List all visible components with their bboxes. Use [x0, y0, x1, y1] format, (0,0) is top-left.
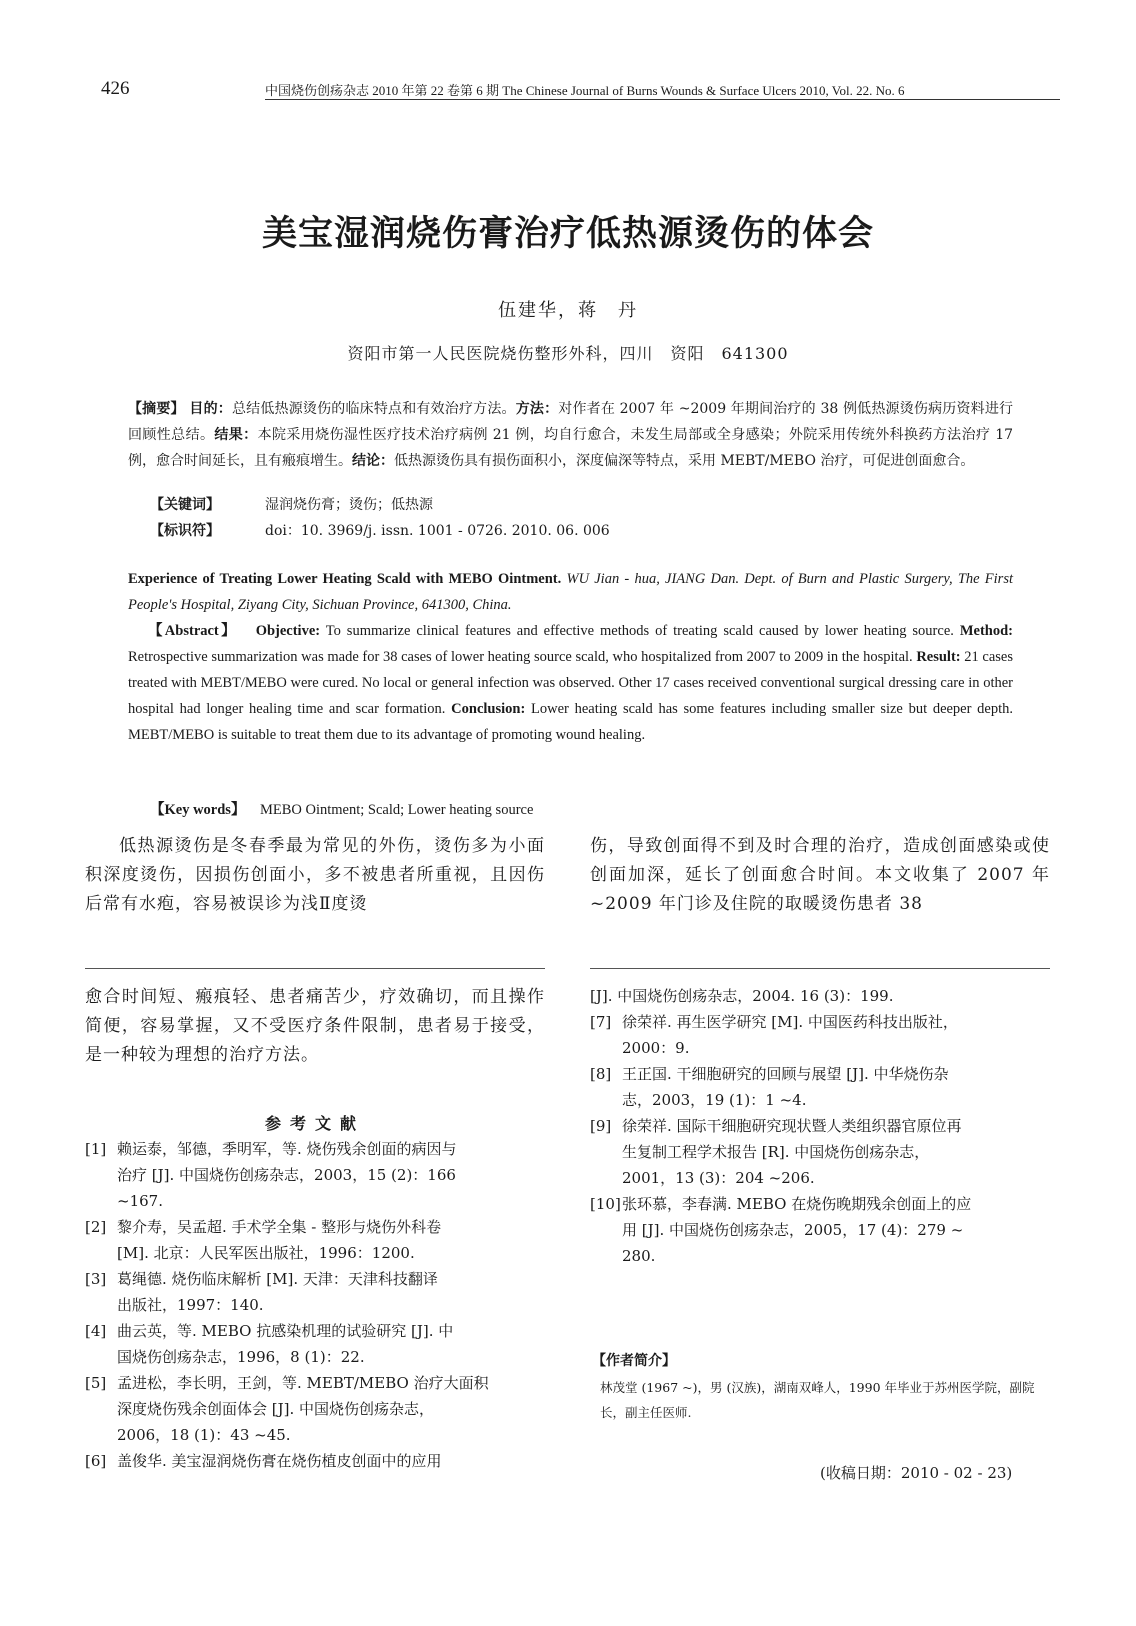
abstract-en — [128, 618, 1013, 748]
abstract-cn-result: 本院采用烧伤湿性医疗技术治疗病例 21 例，均自行愈合，未发生局部或全身感染；外院采用传统外科换药方法治疗 17 例，愈合时间延长，且有瘢痕增生。 — [128, 427, 1014, 469]
intro-paragraph-right: 伤，导致创面得不到及时合理的治疗，造成创面感染或使创面加深，延长了创面愈合时间。本文收集了 2007 年 ~2009 年门诊及住院的取暖烫伤患者 38 — [590, 836, 1050, 914]
abstract-cn — [128, 396, 1013, 474]
reference-item: [6] 盖俊华. 美宝湿润烧伤膏在烧伤植皮创面中的应用 — [85, 1452, 442, 1470]
english-title: Experience of Treating Lower Heating Scald with MEBO Ointment. — [128, 571, 562, 587]
keywords-cn — [150, 494, 1010, 514]
abstract-cn-conclusion-label: 结论： — [352, 453, 394, 469]
reference-continuation: [J]. 中国烧伤创疡杂志，2004. 16 (3)：199. — [590, 987, 894, 1005]
reference-item: [7] 徐荣祥. 再生医学研究 [M]. 中国医药科技出版社， 2000：9. — [590, 1013, 958, 1057]
intro-paragraph-left: 低热源烫伤是冬春季最为常见的外伤，烫伤多为小面积深度烫伤，因损伤创面小，多不被患者所重视，且因伤后常有水疱，容易被误诊为浅Ⅱ度烫 — [85, 836, 545, 914]
reference-item: [3] 葛绳德. 烧伤临床解析 [M]. 天津：天津科技翻译 出版社，1997：140. — [85, 1270, 438, 1314]
abstract-en-method: Retrospective summarization was made for 38 cases of lower heating source scald, who hospitalized from 2007 to 2009 in the hospital. — [128, 649, 913, 665]
abstract-cn-objective: 总结低热源烫伤的临床特点和有效治疗方法。 — [231, 401, 516, 417]
conclusion-paragraph: 愈合时间短、瘢痕轻、患者痛苦少，疗效确切，而且操作简便，容易掌握，又不受医疗条件限制，患者易于接受，是一种较为理想的治疗方法。 — [85, 987, 545, 1065]
running-head: 中国烧伤创疡杂志 2010 年第 22 卷第 6 期 The Chinese Journal of Burns Wounds & Surface Ulcers 2010, Vol. 22. No. 6 — [265, 83, 905, 98]
abstract-en-conclusion: Lower heating scald has some features including smaller size but deeper depth. MEBT/MEBO is suitable to treat them due to its advantage of promoting wound healing. — [128, 701, 1014, 743]
reference-item: [5] 孟进松，李长明，王剑，等. MEBT/MEBO 治疗大面积 深度烧伤残余创面体会 [J]. 中国烧伤创疡杂志， 2006，18 (1)：43 ~45. — [85, 1374, 489, 1444]
abstract-en-result: 21 cases treated with MEBT/MEBO were cured. No local or general infection was observed. Other 17 cases received conventional surgical dressing care in other hospital had longer healing time and scar formation. — [128, 649, 1013, 717]
received-date: (收稿日期：2010 - 02 - 23) — [820, 1464, 1013, 1482]
abstract-en-result-label: Result: — [916, 649, 961, 665]
doi-label: 【标识符】 — [150, 523, 220, 539]
abstract-en-conclusion-label: Conclusion: — [451, 701, 526, 717]
abstract-cn-conclusion: 低热源烫伤具有损伤面积小，深度偏深等特点，采用 MEBT/MEBO 治疗，可促进创面愈合。 — [394, 453, 975, 469]
abstract-en-objective-label: Objective: — [255, 623, 321, 639]
reference-item: [4] 曲云英，等. MEBO 抗感染机理的试验研究 [J]. 中 国烧伤创疡杂志，1996，8 (1)：22. — [85, 1322, 454, 1366]
keywords-en — [150, 798, 1010, 819]
abstract-cn-label: 【摘要】 — [128, 401, 185, 417]
article-affiliation: 资阳市第一人民医院烧伤整形外科，四川 资阳 641300 — [347, 344, 789, 363]
references-heading: 参考文献 — [264, 1114, 365, 1133]
references-right-column — [590, 983, 1050, 1269]
doi-text: doi：10. 3969/j. issn. 1001 - 0726. 2010. 06. 006 — [265, 523, 610, 539]
reference-item: [2] 黎介寿，吴孟超. 手术学全集 - 整形与烧伤外科卷 [M]. 北京：人民军医出版社，1996：1200. — [85, 1218, 442, 1262]
article-authors: 伍建华，蒋 丹 — [498, 300, 638, 321]
english-title-block — [128, 566, 1013, 618]
article-title: 美宝湿润烧伤膏治疗低热源烫伤的体会 — [261, 214, 874, 254]
author-bio-heading: 【作者简介】 — [592, 1353, 676, 1369]
abstract-en-label: 【Abstract】 — [148, 623, 238, 639]
abstract-cn-result-label: 结果： — [214, 427, 258, 443]
column-break-rule-right — [590, 968, 1050, 969]
author-bio-text: 林茂堂 (1967 ~)，男 (汉族)，湖南双峰人，1990 年毕业于苏州医学院，副院长，副主任医师. — [600, 1380, 1035, 1420]
references-left-column — [85, 1136, 545, 1474]
reference-item: [9] 徐荣祥. 国际干细胞研究现状暨人类组织器官原位再 生复制工程学术报告 [R]. 中国烧伤创疡杂志， 2001，13 (3)：204 ~206. — [590, 1117, 962, 1187]
header-rule — [265, 99, 1060, 100]
abstract-cn-method: 对作者在 2007 年 ~2009 年期间治疗的 38 例低热源烫伤病历资料进行回顾性总结。 — [128, 401, 1014, 443]
keywords-en-label: 【Key words】 — [150, 802, 246, 818]
column-break-rule-left — [85, 968, 545, 969]
keywords-en-text: MEBO Ointment; Scald; Lower heating source — [259, 802, 534, 818]
page-number: 426 — [101, 78, 130, 99]
abstract-en-objective: To summarize clinical features and effective methods of treating scald caused by lower heating source. — [325, 623, 954, 639]
reference-item: [10]张环慕，李春满. MEBO 在烧伤晚期残余创面上的应 用 [J]. 中国烧伤创疡杂志，2005，17 (4)：279 ~ 280. — [590, 1195, 972, 1265]
reference-item: [8] 王正国. 干细胞研究的回顾与展望 [J]. 中华烧伤杂 志，2003，19 (1)：1 ~4. — [590, 1065, 949, 1109]
abstract-cn-method-label: 方法： — [515, 401, 559, 417]
doi-row — [150, 520, 1010, 540]
abstract-cn-objective-label: 目的： — [189, 401, 232, 417]
english-byline: WU Jian - hua, JIANG Dan. Dept. of Burn and Plastic Surgery, The First People's Hospital, Ziyang City, Sichuan Province, 641300, China. — [128, 571, 1013, 613]
reference-item: [1] 赖运泰，邹德，季明军，等. 烧伤残余创面的病因与 治疗 [J]. 中国烧伤创疡杂志，2003，15 (2)：166 ~167. — [85, 1140, 457, 1210]
keywords-cn-text: 湿润烧伤膏；烫伤；低热源 — [265, 497, 433, 513]
keywords-cn-label: 【关键词】 — [150, 497, 220, 513]
abstract-en-method-label: Method: — [959, 623, 1013, 639]
